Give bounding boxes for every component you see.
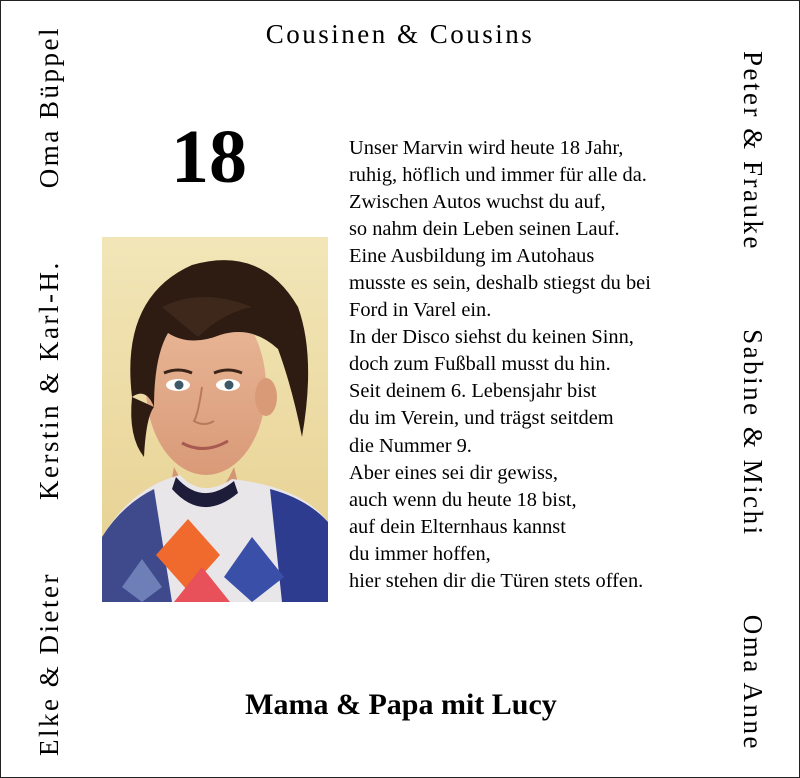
right-side-names bbox=[733, 51, 773, 751]
left-name-3: Oma Büppel bbox=[33, 26, 64, 189]
poem-line: Zwischen Autos wuchst du auf, bbox=[349, 191, 606, 214]
right-name-1: Peter & Frauke bbox=[738, 51, 769, 251]
poem-line: du immer hoffen, bbox=[349, 542, 491, 565]
poem-line: die Nummer 9. bbox=[349, 434, 472, 457]
cousins-heading: Cousinen & Cousins bbox=[265, 19, 535, 49]
poem-line: auf dein Elternhaus kannst bbox=[349, 515, 566, 538]
poem-line: du im Verein, und trägst seitdem bbox=[349, 407, 614, 430]
poem-line: Ford in Varel ein. bbox=[349, 299, 492, 322]
age-number: 18 bbox=[171, 115, 247, 199]
portrait-illustration bbox=[102, 237, 328, 602]
poem-line: In der Disco siehst du keinen Sinn, bbox=[349, 326, 634, 349]
right-name-2: Sabine & Michi bbox=[738, 329, 769, 537]
poem-line: Unser Marvin wird heute 18 Jahr, bbox=[349, 137, 624, 159]
left-name-1: Elke & Dieter bbox=[33, 572, 64, 756]
poem-line: ruhig, höflich und immer für alle da. bbox=[349, 164, 647, 187]
poem-line: Seit deinem 6. Lebensjahr bist bbox=[349, 380, 597, 403]
signature-line: Mama & Papa mit Lucy bbox=[245, 688, 557, 721]
poem-line: auch wenn du heute 18 bist, bbox=[349, 488, 577, 511]
right-name-3: Oma Anne bbox=[738, 614, 769, 751]
poem-line: Aber eines sei dir gewiss, bbox=[349, 461, 558, 484]
poem-line: musste es sein, deshalb stiegst du bei bbox=[349, 272, 651, 295]
poem-line: so nahm dein Leben seinen Lauf. bbox=[349, 218, 620, 241]
poem-text bbox=[349, 135, 729, 595]
poem-line: Eine Ausbildung im Autohaus bbox=[349, 245, 595, 268]
poem-line: doch zum Fußball musst du hin. bbox=[349, 353, 611, 376]
left-name-2: Kerstin & Karl-H. bbox=[33, 260, 64, 500]
portrait-photo bbox=[102, 237, 328, 602]
left-side-names bbox=[29, 26, 69, 756]
poem-line: hier stehen dir die Türen stets offen. bbox=[349, 569, 644, 592]
